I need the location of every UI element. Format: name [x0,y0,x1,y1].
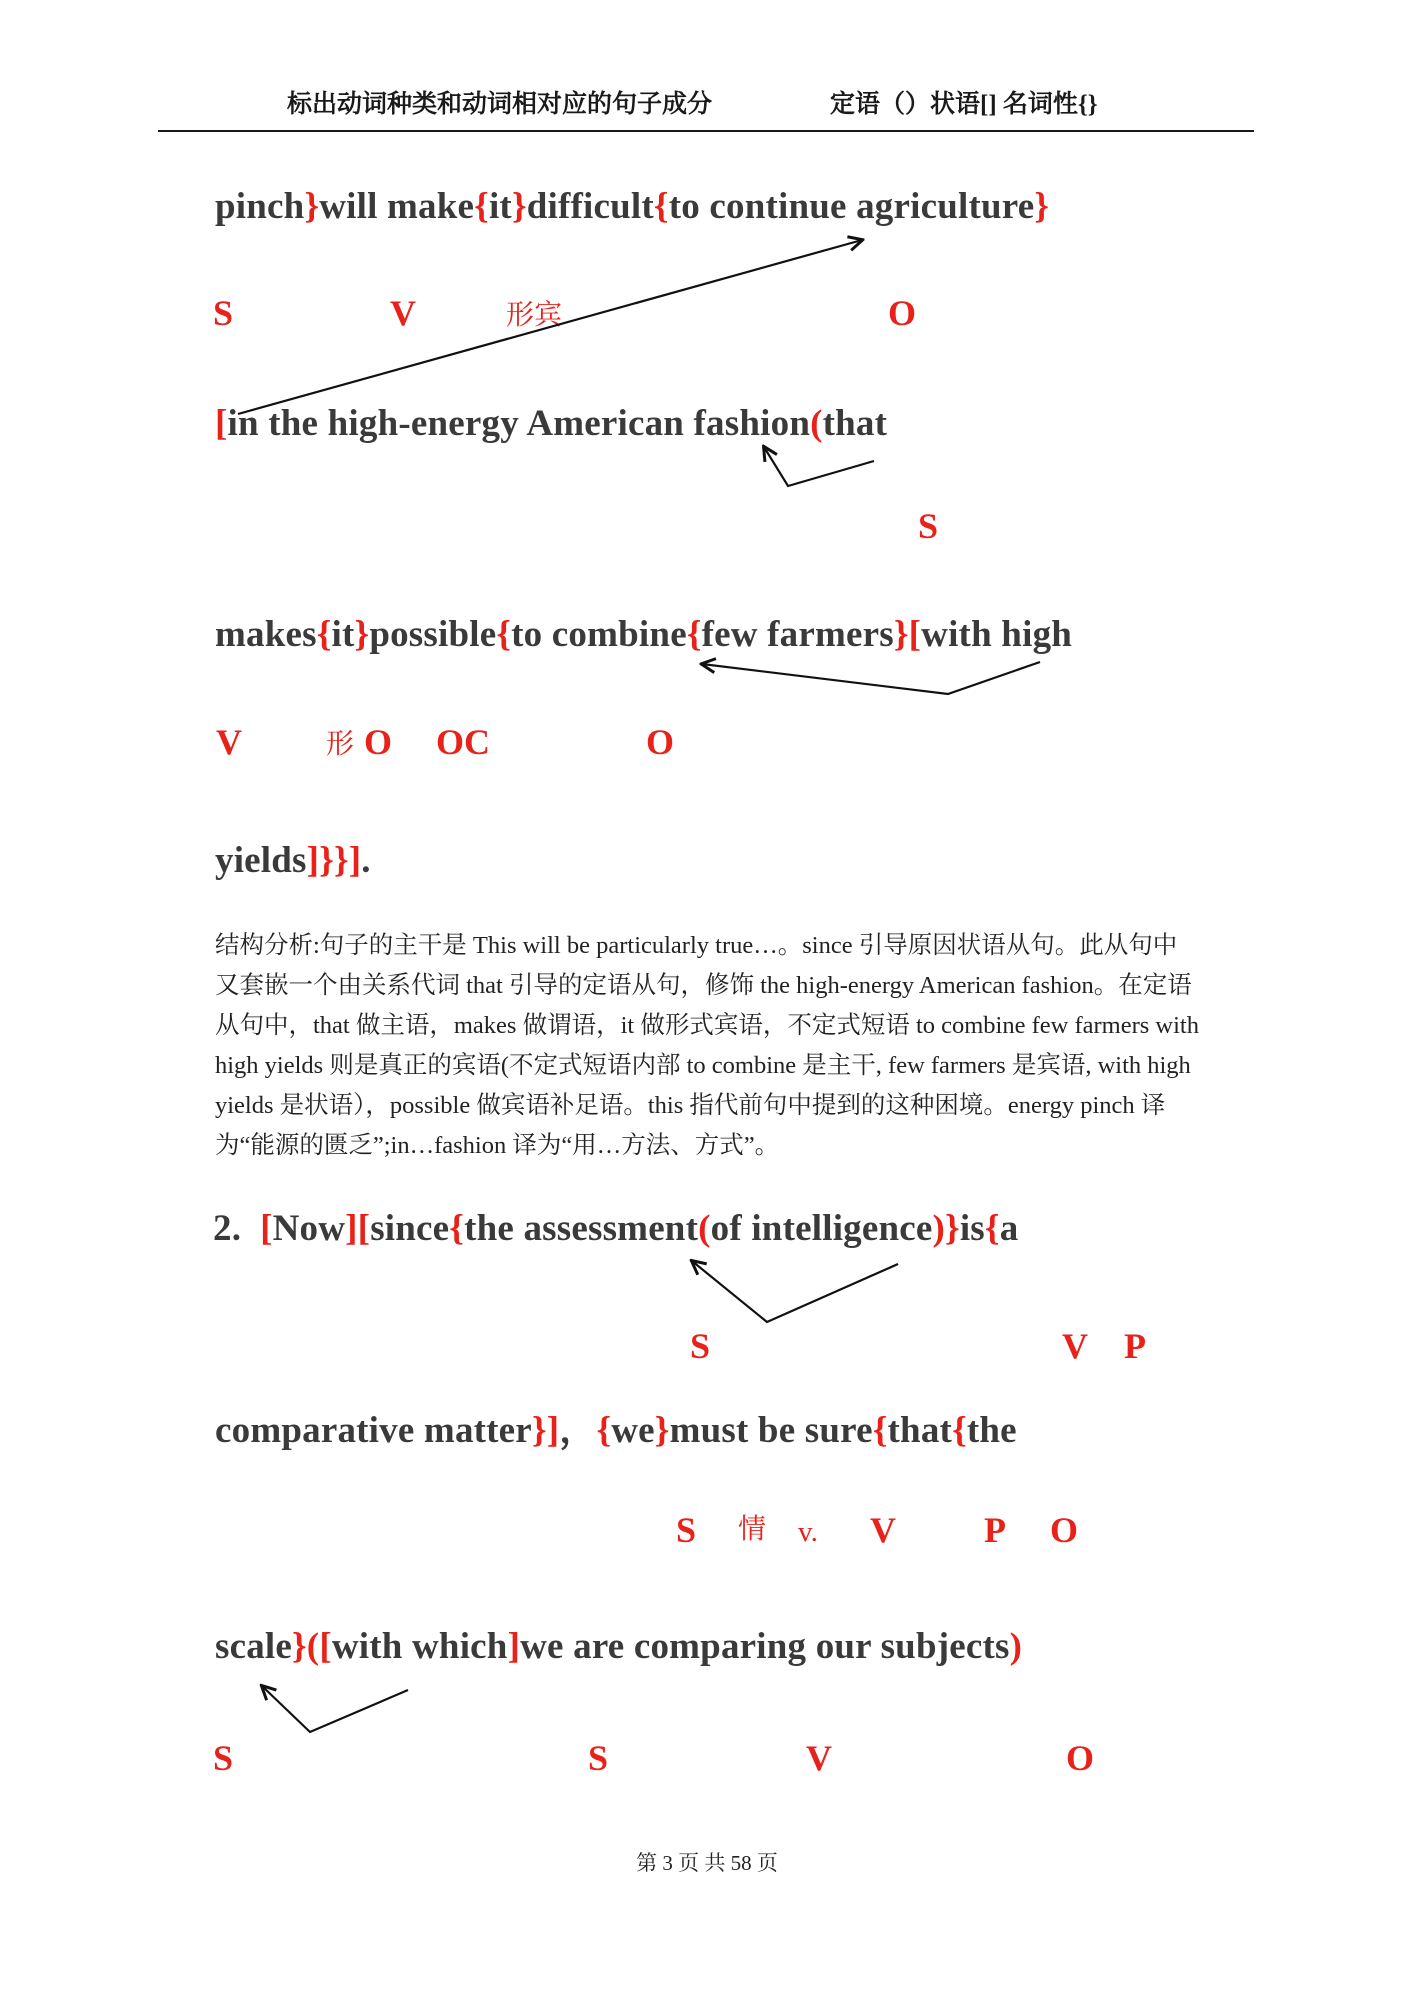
bracket-marker: }] [531,1410,560,1451]
sentence-text: ， [559,1410,597,1451]
analysis-line: 结构分析:句子的主干是 This will be particularly true…。since 引导原因状语从句。此从句中 [215,932,1178,959]
label-formal-object: 形宾 [506,300,563,331]
bracket-marker: ] [507,1626,521,1667]
bracket-marker: }([ [292,1626,332,1667]
bracket-marker: } [1034,186,1050,227]
sentence2-line3 [215,1626,1022,1669]
bracket-marker: ][ [345,1208,371,1249]
bracket-marker: } [893,614,909,655]
bracket-marker: ]}}] [306,840,362,881]
bracket-marker: } [304,186,320,227]
analysis-line: 又套嵌一个由关系代词 that 引导的定语从句，修饰 the high-energy American fashion。在定语 [215,972,1192,999]
bracket-marker: { [872,1410,888,1451]
header-rule [158,130,1254,132]
label-modal-cjk: 情 [738,1514,767,1545]
sentence-text: we [611,1410,655,1451]
sentence2-line1 [213,1208,1018,1251]
sentence-text: that [887,1410,953,1451]
label-predicative: P [1124,1326,1146,1366]
sentence1-line4 [215,840,371,883]
bracket-marker: { [316,614,332,655]
label-verb: V [216,722,242,762]
sentence-text: with high [921,614,1073,655]
label-object: O [646,722,675,762]
sentence-text: Now [272,1208,346,1249]
sentence-text: to combine [511,614,687,655]
page-number: 第 3 页 共 58 页 [636,1851,778,1875]
sentence-text: few farmers [701,614,894,655]
sentence-text: scale [215,1626,293,1667]
bracket-marker: } [654,1410,670,1451]
bracket-marker: [ [260,1208,273,1249]
bracket-marker: ) [1009,1626,1023,1667]
sentence-text: that [822,403,888,444]
label-object-complement: OC [436,722,490,762]
sentence-text: of intelligence [710,1208,933,1249]
label-formal-prefix: 形 [326,729,355,760]
sentence-text: we are comparing our subjects [520,1626,1010,1667]
bracket-marker: ( [698,1208,711,1249]
bracket-marker: { [686,614,702,655]
sentence-text: a [999,1208,1019,1249]
label-verb: V [390,293,416,333]
sentence-text: comparative matter [215,1410,532,1451]
sentence-text: to continue agriculture [668,186,1035,227]
sentence-text: since [370,1208,450,1249]
sentence-text: makes [215,614,317,655]
sentence-text: it [488,186,512,227]
label-object: O [364,722,393,762]
bracket-marker: { [984,1208,1000,1249]
bracket-marker: [ [908,614,922,655]
arrow-withhigh-to-combine [702,662,1040,694]
bracket-marker: { [449,1208,465,1249]
sentence1-line3 [215,614,1072,657]
sentence-text: is [959,1208,985,1249]
bracket-marker: [ [215,403,228,444]
sentence-text: in the high-energy American fashion [227,403,811,444]
sentence-text: 2. [213,1208,261,1249]
sentence-text: the assessment [464,1208,699,1249]
bracket-marker: { [496,614,512,655]
label-object: O [1066,1738,1095,1778]
label-modal-v: v. [798,1516,818,1548]
bracket-marker: { [596,1410,612,1451]
sentence1-line2 [215,403,887,446]
label-subject: S [676,1510,697,1550]
sentence-text: pinch [215,186,305,227]
sentence1-line1 [215,186,1049,229]
sentence-text: must be sure [669,1410,873,1451]
label-subject: S [213,293,234,333]
label-object: O [888,293,917,333]
bracket-marker: { [653,186,669,227]
bracket-marker: { [952,1410,967,1451]
bracket-marker: )} [932,1208,960,1249]
bracket-marker: } [511,186,527,227]
label-verb: V [870,1510,896,1550]
label-subject: S [588,1738,609,1778]
label-predicative: P [984,1510,1006,1550]
analysis-line: yields 是状语），possible 做宾语补足语。this 指代前句中提到的这种困境。energy pinch 译 [215,1092,1166,1119]
label-verb: V [806,1738,832,1778]
sentence-text: the [966,1410,1017,1451]
header-left-title: 标出动词种类和动词相对应的句子成分 [287,91,713,118]
sentence-text: with which [331,1626,508,1667]
sentence-text: . [361,840,371,881]
sentence2-line2 [215,1410,1017,1453]
arrow-whichclause-to-scale [262,1686,408,1732]
sentence-text: yields [215,840,307,881]
arrow-clause-to-assessment [692,1261,898,1322]
bracket-marker: ( [810,403,823,444]
label-verb: V [1062,1326,1088,1366]
sentence-text: will make [319,186,475,227]
label-clause-subject: S [918,506,939,546]
sentence-text: difficult [526,186,654,227]
bracket-marker: } [354,614,370,655]
structure-analysis-paragraph [215,926,1275,1166]
bracket-marker: { [474,186,489,227]
analysis-line: 从句中，that 做主语，makes 做谓语，it 做形式宾语，不定式短语 to combine few farmers with [215,1012,1199,1039]
arrow-clause-to-fashion [764,447,874,486]
sentence-text: it [331,614,355,655]
sentence-text: possible [369,614,497,655]
label-subject: S [690,1326,711,1366]
analysis-line: 为“能源的匮乏”;in…fashion 译为“用…方法、方式”。 [215,1132,780,1159]
label-subject: S [213,1738,234,1778]
analysis-line: high yields 则是真正的宾语(不定式短语内部 to combine 是主干, few farmers 是宾语, with high [215,1052,1191,1079]
header-right-legend: 定语（）状语[] 名词性{} [830,91,1098,118]
label-object: O [1050,1510,1079,1550]
